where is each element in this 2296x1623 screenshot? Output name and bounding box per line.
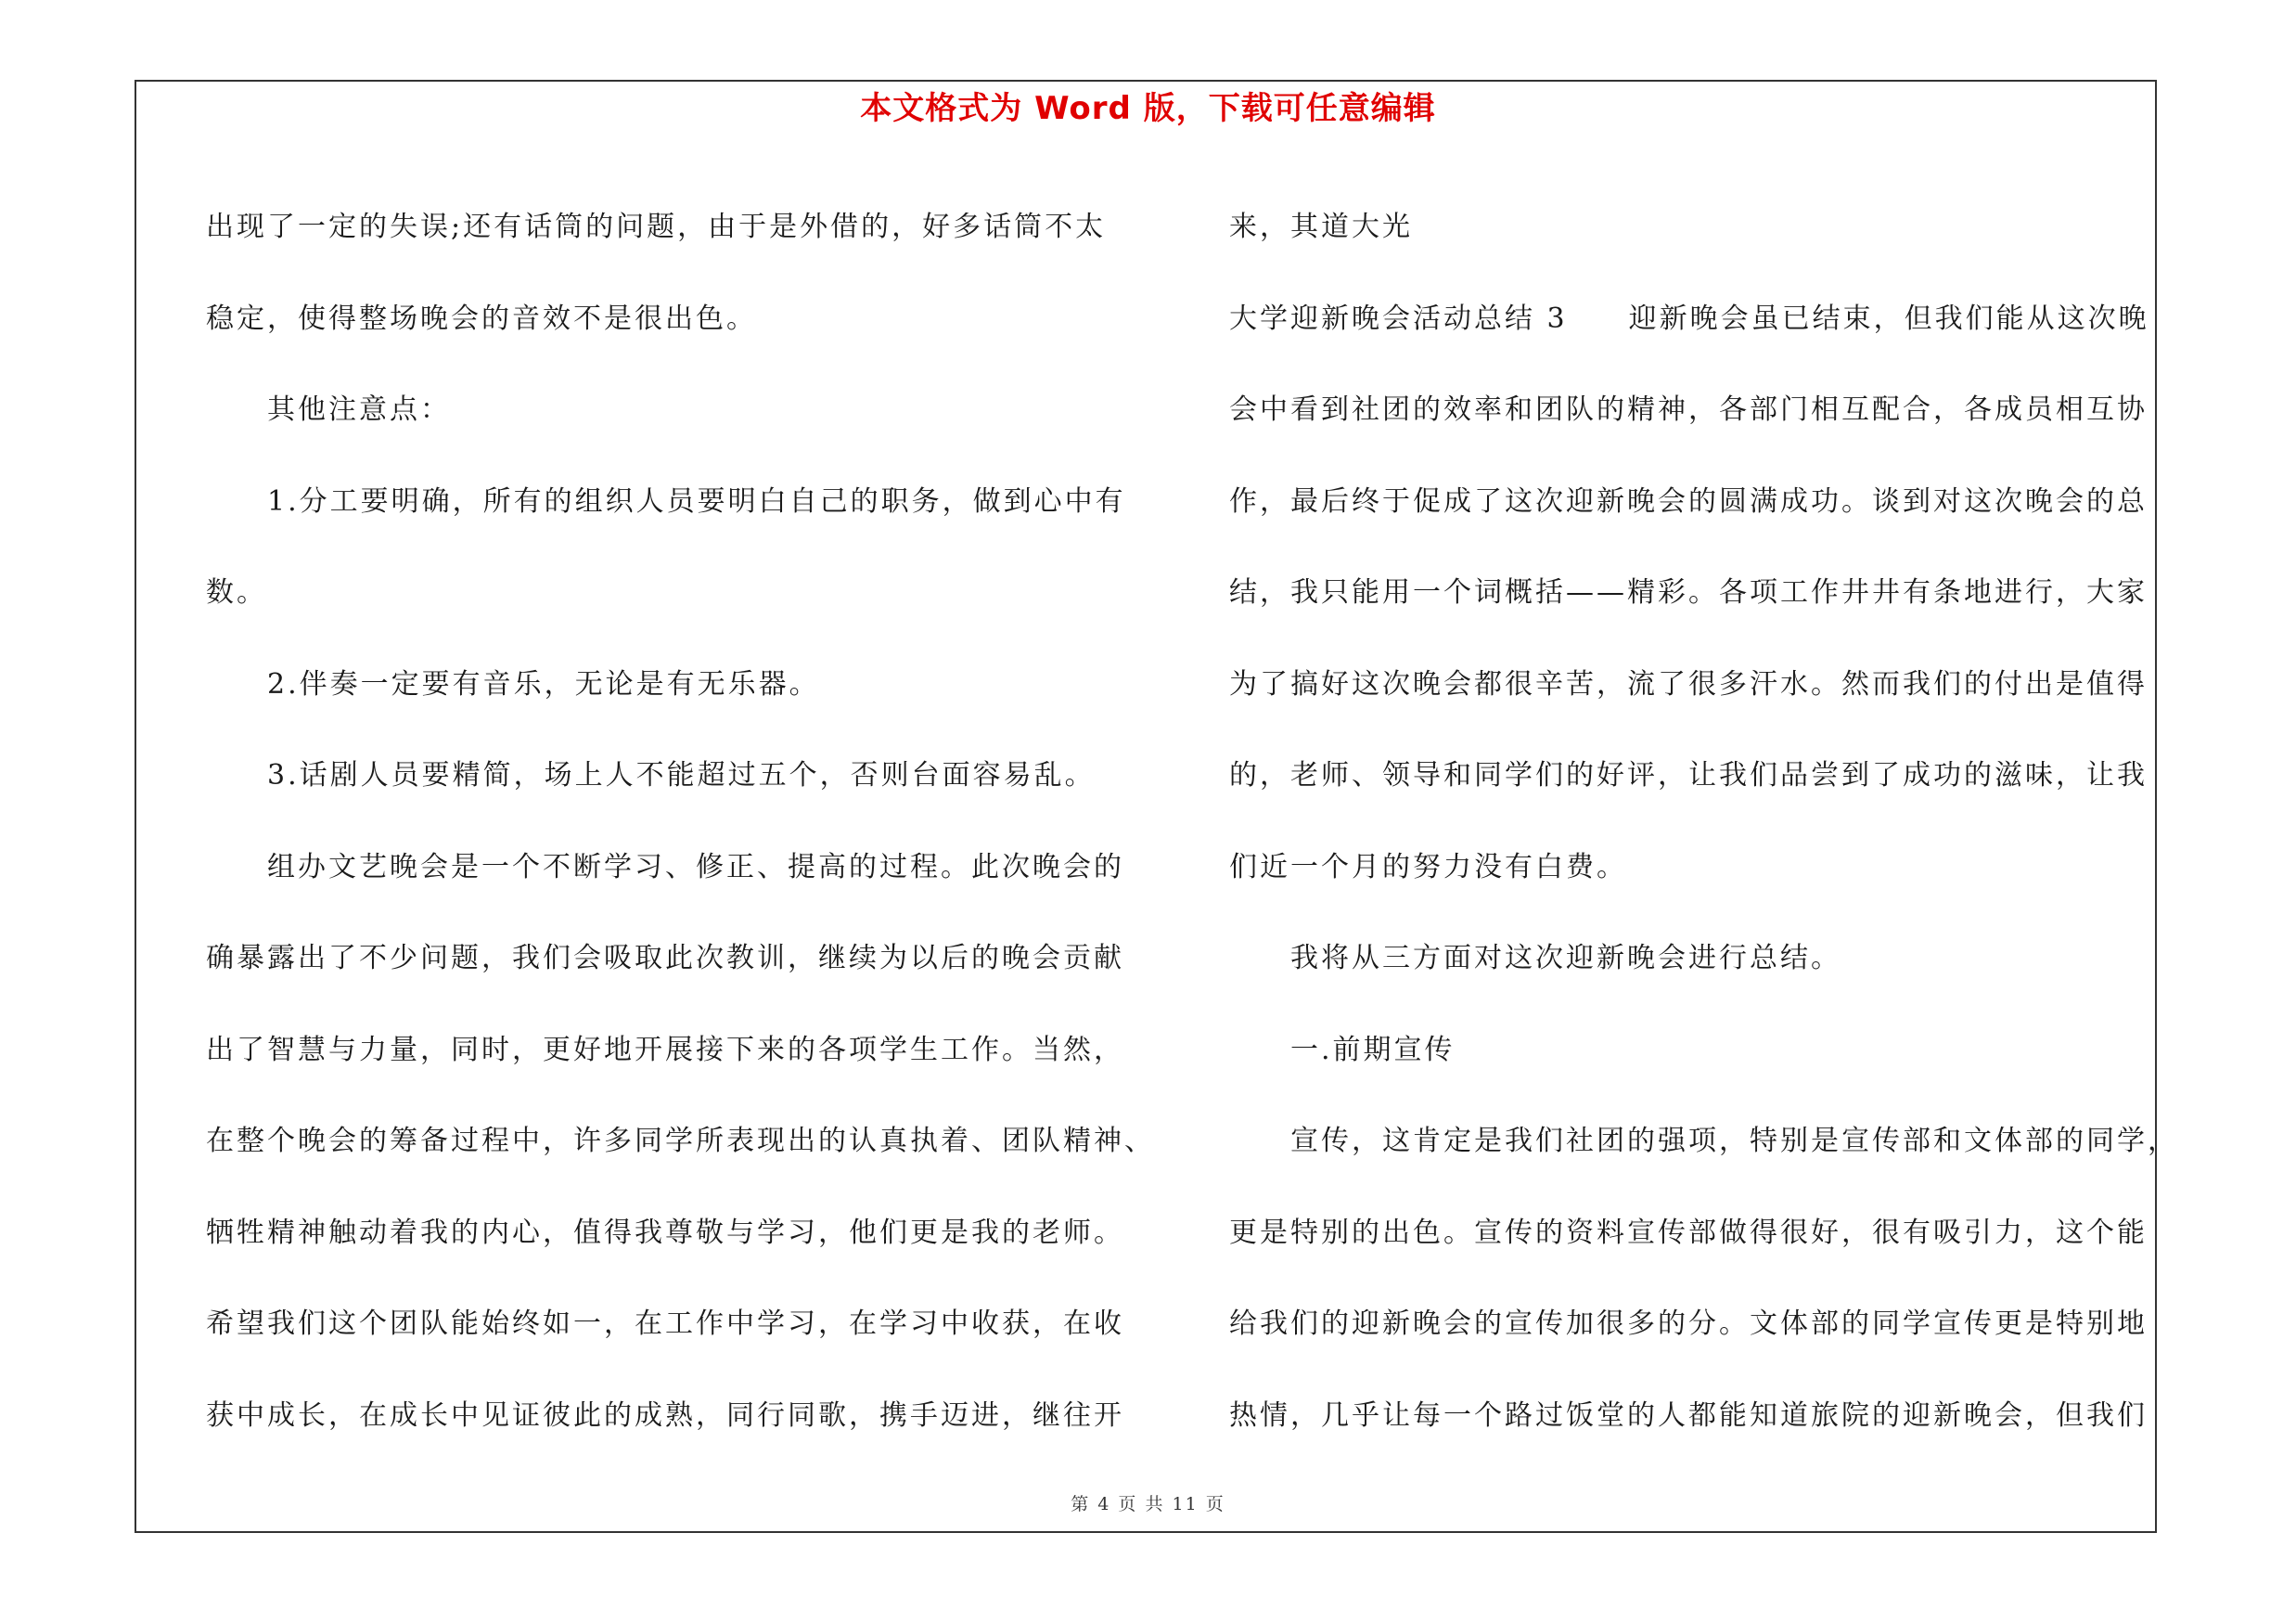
word-format-banner: 本文格式为 Word 版，下载可任意编辑 — [860, 90, 1436, 127]
text-line: 大学迎新晚会活动总结 3 迎新晚会虽已结束，但我们能从这次晚 — [1229, 302, 2149, 335]
text-line: 3.话剧人员要精简，场上人不能超过五个，否则台面容易乱。 — [267, 759, 1096, 792]
text-line: 其他注意点： — [267, 393, 451, 426]
text-line: 的，老师、领导和同学们的好评，让我们品尝到了成功的滋味，让我 — [1229, 759, 2148, 792]
text-line: 会中看到社团的效率和团队的精神，各部门相互配合，各成员相互协 — [1229, 393, 2148, 426]
text-line: 出了智慧与力量，同时，更好地开展接下来的各项学生工作。当然， — [206, 1033, 1124, 1066]
text-line: 来，其道大光 — [1229, 211, 1413, 243]
right-text-column — [1229, 182, 2178, 1462]
text-line: 们近一个月的努力没有白费。 — [1229, 850, 1627, 883]
text-line: 稳定，使得整场晚会的音效不是很出色。 — [206, 302, 757, 335]
text-line: 牺牲精神触动着我的内心，值得我尊敬与学习，他们更是我的老师。 — [206, 1216, 1124, 1249]
text-line: 希望我们这个团队能始终如一，在工作中学习，在学习中收获，在收 — [206, 1307, 1124, 1340]
left-text-column — [206, 182, 1155, 1462]
text-line: 2.伴奏一定要有音乐，无论是有无乐器。 — [267, 667, 820, 701]
text-line: 一.前期宣传 — [1290, 1033, 1456, 1066]
text-line: 出现了一定的失误;还有话筒的问题，由于是外借的，好多话筒不太 — [206, 211, 1107, 243]
text-line: 热情，几乎让每一个路过饭堂的人都能知道旅院的迎新晚会，但我们 — [1229, 1398, 2148, 1432]
page-number-footer: 第 4 页 共 11 页 — [1071, 1494, 1225, 1514]
text-line: 结，我只能用一个词概括——精彩。各项工作井井有条地进行，大家 — [1229, 576, 2148, 609]
text-line: 给我们的迎新晚会的宣传加很多的分。文体部的同学宣传更是特别地 — [1229, 1307, 2148, 1340]
text-line: 更是特别的出色。宣传的资料宣传部做得很好，很有吸引力，这个能 — [1229, 1216, 2148, 1249]
text-line: 1.分工要明确，所有的组织人员要明白自己的职务，做到心中有 — [267, 484, 1126, 518]
text-line: 宣传，这肯定是我们社团的强项，特别是宣传部和文体部的同学， — [1290, 1125, 2178, 1157]
text-line: 获中成长，在成长中见证彼此的成熟，同行同歌，携手迈进，继往开 — [206, 1398, 1124, 1432]
text-line: 为了搞好这次晚会都很辛苦，流了很多汗水。然而我们的付出是值得 — [1229, 667, 2148, 701]
text-line: 确暴露出了不少问题，我们会吸取此次教训，继续为以后的晚会贡献 — [206, 942, 1124, 974]
text-line: 在整个晚会的筹备过程中，许多同学所表现出的认真执着、团队精神、 — [206, 1125, 1155, 1157]
text-line: 我将从三方面对这次迎新晚会进行总结。 — [1290, 942, 1841, 974]
text-line: 数。 — [206, 576, 267, 609]
text-line: 作，最后终于促成了这次迎新晚会的圆满成功。谈到对这次晚会的总 — [1229, 484, 2148, 518]
text-line: 组办文艺晚会是一个不断学习、修正、提高的过程。此次晚会的 — [267, 850, 1124, 883]
